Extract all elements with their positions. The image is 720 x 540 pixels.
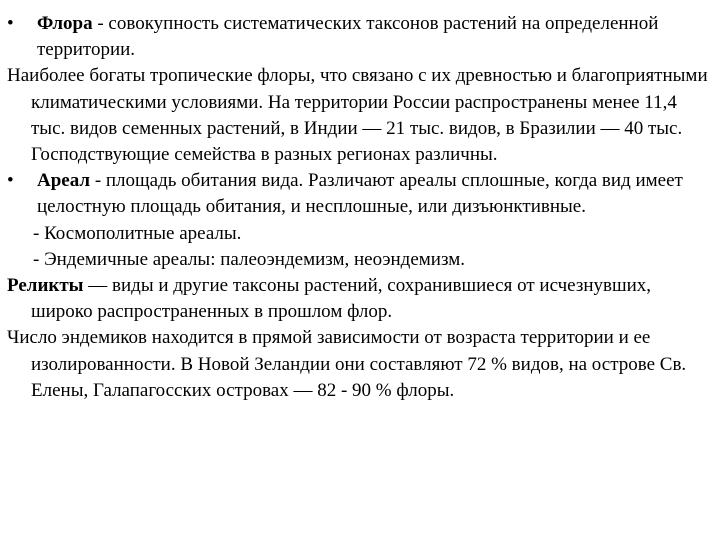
- bullet-marker: •: [7, 170, 14, 192]
- relicts-definition-text: — виды и другие таксоны растений, сохранившиеся от исчезнувших, широко распространенных в прошлом флор.: [31, 275, 652, 323]
- endemic-areals-text: - Эндемичные ареалы: палеоэндемизм, неоэндемизм.: [33, 248, 465, 270]
- term-relicts: Реликты: [7, 275, 84, 297]
- bullet-marker: •: [7, 13, 14, 34]
- endemics-paragraph: [7, 325, 712, 404]
- flora-definition-text: - совокупность систематических таксонов растений на определенной территории.: [37, 13, 659, 61]
- term-areal: Ареал: [37, 170, 91, 192]
- areal-definition: [7, 168, 712, 220]
- endemics-text: Число эндемиков находится в прямой зависимости от возраста территории и ее изолированности. В Новой Зеландии они составляют 72 % видов, на острове Св. Елены, Галапагосских островах — 82 - 90 % флоры.: [7, 327, 687, 401]
- term-flora: Флора: [37, 13, 93, 34]
- cosmopolitan-areals-text: - Космополитные ареалы.: [33, 222, 242, 244]
- endemic-areals-item: [7, 247, 712, 273]
- cosmopolitan-areals-item: [7, 221, 712, 247]
- relicts-definition: [7, 273, 712, 325]
- flora-definition: [7, 11, 712, 63]
- areal-definition-text: - площадь обитания вида. Различают ареалы сплошные, когда вид имеет целостную площадь обитания, и несплошные, или дизъюнктивные.: [37, 170, 683, 218]
- tropical-floras-text: Наиболее богаты тропические флоры, что связано с их древностью и благоприятными климатическими условиями. На территории России распространены менее 11,4 тыс. видов семенных растений, в Индии — 21 тыс. видов, в Бразилии — 40 тыс. Господствующие семейства в разных регионах различны.: [7, 65, 708, 166]
- tropical-floras-paragraph: [7, 63, 712, 168]
